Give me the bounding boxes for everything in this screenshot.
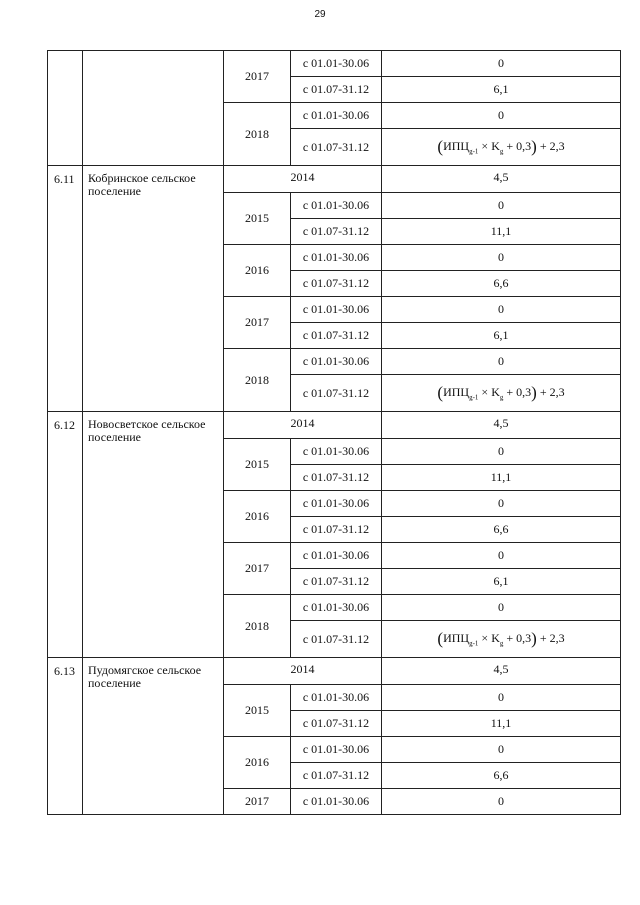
formula-sub-g: g	[499, 639, 504, 648]
year-group	[224, 349, 620, 411]
period-cell: с 01.01-30.06	[291, 245, 382, 270]
value-cell: 0	[498, 108, 504, 122]
year-cell: 2014	[224, 412, 382, 438]
tariff-table	[47, 50, 621, 815]
year-cell: 2015	[224, 439, 291, 490]
settlement-name: Новосветское сельское поселение	[88, 417, 206, 444]
formula-close-paren: )	[531, 383, 537, 402]
period-cell: с 01.07-31.12	[291, 219, 382, 244]
settlement-name: Кобринское сельское поселение	[88, 171, 196, 198]
year-group	[224, 245, 620, 297]
formula-open-paren: (	[437, 383, 444, 402]
period-row	[291, 349, 620, 374]
period-cell: с 01.01-30.06	[291, 491, 382, 516]
period-cell: с 01.07-31.12	[291, 77, 382, 102]
period-row	[291, 710, 620, 736]
name-column	[83, 166, 224, 411]
value-cell: 0	[498, 250, 504, 264]
value-cell: 4,5	[493, 416, 509, 430]
formula-open-paren: (	[437, 137, 444, 156]
number-column	[48, 166, 83, 411]
value-cell: 0	[498, 444, 504, 458]
value-cell	[382, 621, 620, 657]
formula-close-paren: )	[531, 629, 537, 648]
year-2014-row	[224, 166, 620, 193]
value-cell: 4,5	[493, 170, 509, 184]
value-cell: 4,5	[493, 662, 509, 676]
name-column	[83, 412, 224, 657]
period-row	[291, 51, 620, 76]
value-cell: 6,1	[493, 574, 509, 588]
period-row	[291, 218, 620, 244]
period-cell: с 01.01-30.06	[291, 543, 382, 568]
year-cell: 2017	[224, 51, 291, 102]
period-cell: с 01.07-31.12	[291, 129, 382, 165]
value-cell	[382, 375, 620, 411]
year-cell: 2017	[224, 789, 291, 814]
period-cell: с 01.01-30.06	[291, 737, 382, 762]
period-row	[291, 439, 620, 464]
value-cell: 6,1	[493, 82, 509, 96]
period-cell: с 01.01-30.06	[291, 51, 382, 76]
year-group	[224, 193, 620, 245]
period-list	[291, 439, 620, 490]
value-cell: 11,1	[490, 470, 512, 484]
formula-sub-g: g	[499, 393, 504, 402]
year-cell: 2018	[224, 595, 291, 657]
value-cell: 0	[498, 742, 504, 756]
formula-tail: + 2,3	[539, 385, 565, 399]
row-number: 6.13	[54, 664, 75, 678]
name-column	[83, 51, 224, 165]
year-group	[224, 491, 620, 543]
value-cell: 0	[498, 496, 504, 510]
year-cell: 2016	[224, 491, 291, 542]
period-row	[291, 491, 620, 516]
period-list	[291, 737, 620, 788]
formula-close-paren: )	[531, 137, 537, 156]
year-cell: 2017	[224, 543, 291, 594]
formula-plus-03: + 0,3	[506, 139, 532, 153]
period-row	[291, 374, 620, 411]
value-cell: 0	[498, 794, 504, 808]
year-group	[224, 789, 620, 814]
year-cell: 2015	[224, 685, 291, 736]
year-cell: 2016	[224, 245, 291, 296]
period-list	[291, 193, 620, 244]
number-column	[48, 412, 83, 657]
period-row	[291, 193, 620, 218]
values-area	[224, 412, 620, 657]
value-cell: 6,1	[493, 328, 509, 342]
formula-sub-g-minus-1: g-1	[469, 639, 479, 648]
year-cell: 2016	[224, 737, 291, 788]
period-list	[291, 543, 620, 594]
number-column	[48, 658, 83, 814]
period-cell: с 01.07-31.12	[291, 517, 382, 542]
value-cell: 0	[498, 690, 504, 704]
year-group	[224, 51, 620, 103]
period-row	[291, 245, 620, 270]
year-group	[224, 685, 620, 737]
period-list	[291, 103, 620, 165]
value-cell: 0	[498, 354, 504, 368]
period-row	[291, 322, 620, 348]
period-list	[291, 349, 620, 411]
value-cell: 0	[498, 548, 504, 562]
row-number: 6.12	[54, 418, 75, 432]
municipality-block	[47, 412, 621, 658]
period-list	[291, 51, 620, 102]
formula-open-paren: (	[437, 629, 444, 648]
formula-times-k: × K	[481, 631, 500, 645]
year-2014-row	[224, 658, 620, 685]
period-row	[291, 762, 620, 788]
period-row	[291, 620, 620, 657]
formula	[437, 137, 564, 157]
formula-tail: + 2,3	[539, 139, 565, 153]
year-cell: 2018	[224, 349, 291, 411]
period-cell: с 01.01-30.06	[291, 789, 382, 814]
period-row	[291, 76, 620, 102]
period-row	[291, 103, 620, 128]
period-list	[291, 491, 620, 542]
year-cell: 2017	[224, 297, 291, 348]
municipality-block	[47, 50, 621, 166]
period-cell: с 01.07-31.12	[291, 271, 382, 296]
period-row	[291, 516, 620, 542]
formula-sub-g: g	[499, 147, 504, 156]
value-cell: 0	[498, 600, 504, 614]
period-cell: с 01.07-31.12	[291, 465, 382, 490]
formula-plus-03: + 0,3	[506, 385, 532, 399]
period-cell: с 01.01-30.06	[291, 297, 382, 322]
period-row	[291, 270, 620, 296]
period-row	[291, 128, 620, 165]
value-cell: 6,6	[493, 768, 509, 782]
period-list	[291, 595, 620, 657]
period-cell: с 01.07-31.12	[291, 323, 382, 348]
page-number: 29	[314, 9, 326, 20]
year-group	[224, 737, 620, 789]
period-cell: с 01.01-30.06	[291, 349, 382, 374]
period-cell: с 01.07-31.12	[291, 763, 382, 788]
period-cell: с 01.01-30.06	[291, 103, 382, 128]
period-row	[291, 543, 620, 568]
name-column	[83, 658, 224, 814]
formula-tail: + 2,3	[539, 631, 565, 645]
period-row	[291, 789, 620, 814]
year-group	[224, 297, 620, 349]
settlement-name: Пудомягское сельское поселение	[88, 663, 202, 690]
year-group	[224, 543, 620, 595]
year-cell: 2015	[224, 193, 291, 244]
period-cell: с 01.01-30.06	[291, 595, 382, 620]
formula-times-k: × K	[481, 385, 500, 399]
year-group	[224, 439, 620, 491]
formula-times-k: × K	[481, 139, 500, 153]
values-area	[224, 166, 620, 411]
value-cell: 11,1	[490, 716, 512, 730]
year-group	[224, 595, 620, 657]
period-row	[291, 595, 620, 620]
year-cell: 2014	[224, 658, 382, 684]
formula	[437, 383, 564, 403]
formula-sub-g-minus-1: g-1	[469, 147, 479, 156]
formula	[437, 629, 564, 649]
value-cell: 0	[498, 302, 504, 316]
period-cell: с 01.07-31.12	[291, 621, 382, 657]
value-cell	[382, 129, 620, 165]
values-area	[224, 658, 620, 814]
formula-plus-03: + 0,3	[506, 631, 532, 645]
number-column	[48, 51, 83, 165]
year-cell: 2018	[224, 103, 291, 165]
formula-base: ИПЦ	[443, 631, 470, 645]
municipality-block	[47, 658, 621, 815]
value-cell: 6,6	[493, 522, 509, 536]
formula-sub-g-minus-1: g-1	[469, 393, 479, 402]
period-list	[291, 789, 620, 814]
period-row	[291, 464, 620, 490]
period-cell: с 01.07-31.12	[291, 375, 382, 411]
value-cell: 0	[498, 56, 504, 70]
year-2014-row	[224, 412, 620, 439]
period-row	[291, 568, 620, 594]
period-cell: с 01.07-31.12	[291, 711, 382, 736]
period-cell: с 01.01-30.06	[291, 685, 382, 710]
formula-base: ИПЦ	[443, 139, 470, 153]
period-row	[291, 297, 620, 322]
value-cell: 6,6	[493, 276, 509, 290]
year-group	[224, 103, 620, 165]
period-cell: с 01.01-30.06	[291, 193, 382, 218]
period-list	[291, 297, 620, 348]
year-cell: 2014	[224, 166, 382, 192]
period-row	[291, 737, 620, 762]
period-list	[291, 245, 620, 296]
values-area	[224, 51, 620, 165]
period-list	[291, 685, 620, 736]
value-cell: 0	[498, 198, 504, 212]
period-cell: с 01.07-31.12	[291, 569, 382, 594]
period-row	[291, 685, 620, 710]
row-number: 6.11	[54, 172, 75, 186]
municipality-block	[47, 166, 621, 412]
value-cell: 11,1	[490, 224, 512, 238]
period-cell: с 01.01-30.06	[291, 439, 382, 464]
formula-base: ИПЦ	[443, 385, 470, 399]
